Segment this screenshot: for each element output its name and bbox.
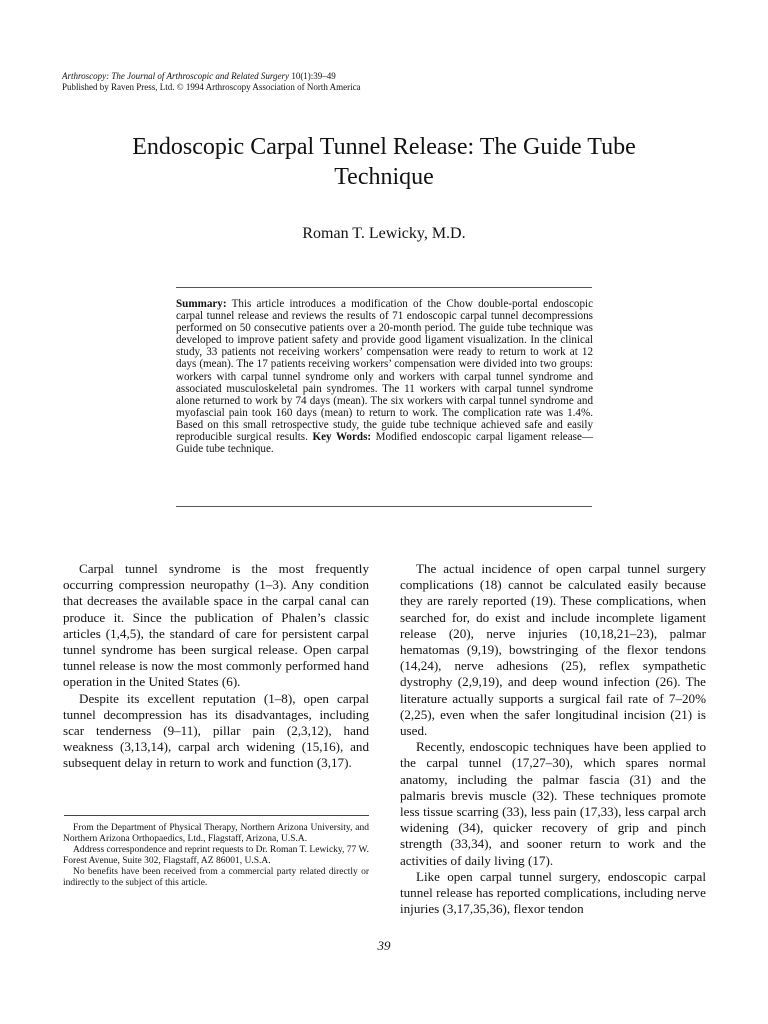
keywords-label: Key Words: (307, 431, 372, 444)
abstract-top-rule (176, 287, 592, 288)
footnote-affiliation: From the Department of Physical Therapy, Northern Arizona University, and Northern Arizona Orthopaedics, Ltd., Flagstaff, Arizona, U.S.A. (63, 823, 369, 844)
footnote-disclosure: No benefits have been received from a commercial party related directly or indirectly to the subject of this article. (63, 867, 369, 888)
page-number: 39 (377, 938, 391, 953)
body-paragraph: The actual incidence of open carpal tunnel surgery complications (18) cannot be calculated easily because they are rarely reported (19). These complications, when searched for, do exist and include incomplete ligament release (20), nerve injuries (10,18,21–23), palmar hematomas (9,19), bowstringing of the flexor tendons (14,24), nerve adhesions (25), reflex sympathetic dystrophy (2,9,19), and deep wound infection (26). The literature actually supports a surgical fail rate of 7–20% (2,25), even when the safer longitudinal incision (21) is used. (400, 561, 706, 739)
footnote-rule (64, 815, 369, 816)
summary-text: This article introduces a modification of the Chow double-portal endoscopic carpal tunnel release and reviews the results of 71 endoscopic carpal tunnel decompressions performed on 50 consecutive patients over a 20-month period. The guide tube technique was developed to improve patient safety and provide good ligament visualization. In the clinical study, 33 patients not receiving workers’ compensation were ready to return to work at 12 days (mean). The 17 patients receiving workers’ compensation were divided into two groups: workers with carpal tunnel syndrome only and workers with carpal tunnel syndrome and associated musculoskeletal pain syndromes. The 11 workers with carpal tunnel syndrome alone returned to work by 74 days (mean). The six workers with carpal tunnel syndrome and myofascial pain took 160 days (mean) to return to work. The complication rate was 1.4%. Based on this small retrospective study, the guide tube technique achieved safe and easily reproducible surgical results. (176, 298, 593, 444)
footnotes (63, 823, 369, 889)
summary-label: Summary: (176, 298, 227, 310)
footnote-correspondence: Address correspondence and reprint requests to Dr. Roman T. Lewicky, 77 W. Forest Avenue, Suite 302, Flagstaff, AZ 86001, U.S.A. (63, 845, 369, 866)
body-paragraph: Carpal tunnel syndrome is the most frequently occurring compression neuropathy (1–3). Any condition that decreases the available space in the carpal canal can produce it. Since the publication of Phalen’s classic articles (1,4,5), the standard of care for persistent carpal tunnel syndrome has been surgical release. Open carpal tunnel release is now the most commonly performed hand operation in the United States (6). (63, 561, 369, 690)
journal-header (62, 71, 662, 93)
journal-name: Arthroscopy: The Journal of Arthroscopic and Related Surgery (62, 71, 290, 81)
author-name: Roman T. Lewicky, M.D. (302, 225, 466, 242)
article-title: Endoscopic Carpal Tunnel Release: The Guide Tube Technique (132, 134, 636, 190)
publisher-line: Published by Raven Press, Ltd. © 1994 Arthroscopy Association of North America (62, 82, 361, 92)
abstract (176, 298, 593, 455)
abstract-bottom-rule (176, 506, 592, 507)
body-paragraph: Despite its excellent reputation (1–8), open carpal tunnel decompression has its disadvantages, including scar tenderness (9–11), pillar pain (2,3,12), hand weakness (3,13,14), carpal arch widening (15,16), and subsequent delay in return to work and function (3,17). (63, 690, 369, 771)
keywords-text: Modified endoscopic carpal ligament release—Guide tube technique. (176, 431, 593, 456)
body-paragraph: Like open carpal tunnel surgery, endoscopic carpal tunnel release has reported complications, including nerve injuries (3,17,35,36), flexor tendon (400, 868, 706, 917)
body-column-right (400, 561, 706, 917)
body-column-left (63, 561, 369, 772)
journal-citation (62, 71, 662, 82)
journal-volume: 10(1):39–49 (289, 71, 336, 81)
body-paragraph: Recently, endoscopic techniques have been applied to the carpal tunnel (17,27–30), which spares normal anatomy, including the palmar fascia (31) and the palmaris brevis muscle (32). These techniques promote less tissue scarring (33), less pain (17,33), less carpal arch widening (34), quicker recovery of grip and pinch strength (33,34), and sooner return to work and the activities of daily living (17). (400, 739, 706, 868)
